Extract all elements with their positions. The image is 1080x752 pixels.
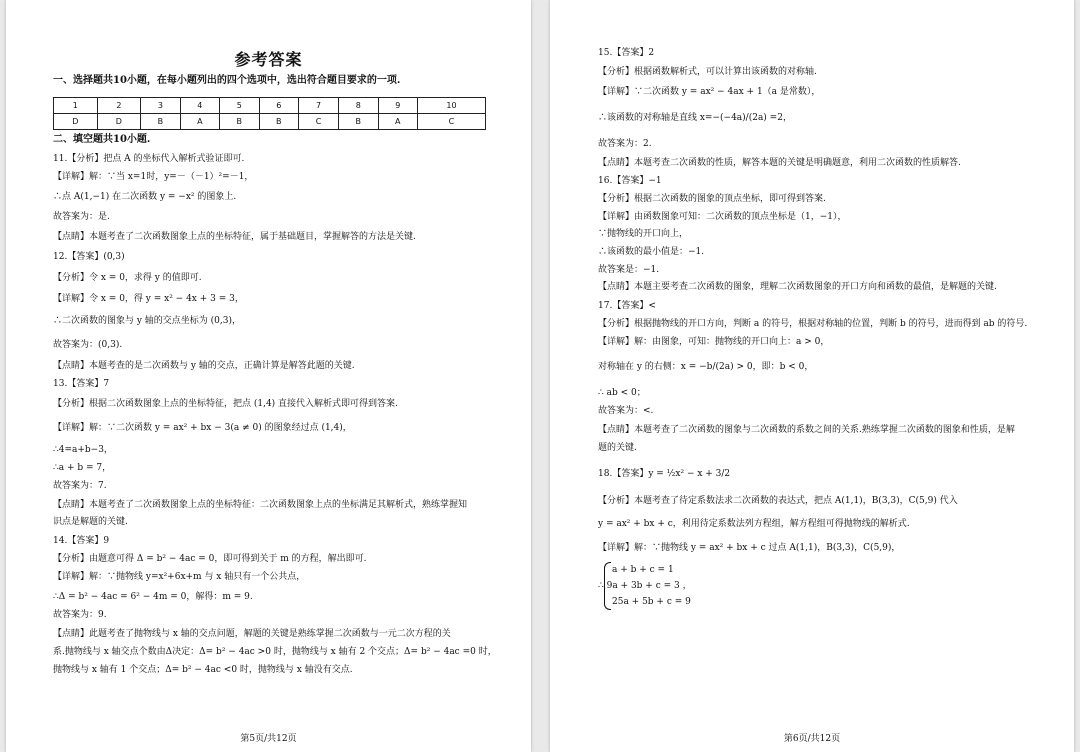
table-cell: B bbox=[339, 114, 378, 130]
text-line: ∴a + b = 7， bbox=[53, 463, 112, 473]
text-line: 【详解】解：由图象，可知：抛物线的开口向上：a > 0， bbox=[598, 337, 830, 347]
table-cell: 4 bbox=[180, 98, 219, 114]
text-line: 【分析】令 x = 0，求得 y 的值即可. bbox=[53, 273, 202, 283]
table-cell: 9 bbox=[378, 98, 417, 114]
table-cell: B bbox=[259, 114, 298, 130]
text-line: 抛物线与 x 轴有 1 个交点；Δ= b² − 4ac <0 时，抛物线与 x 轴没有交点. bbox=[53, 665, 353, 675]
text-line: 【分析】由题意可得 Δ = b² − 4ac = 0，即可得到关于 m 的方程，解出即可. bbox=[53, 554, 367, 564]
page-title: 参考答案 bbox=[234, 50, 303, 69]
text-line: 15.【答案】2 bbox=[598, 48, 655, 58]
text-line: ∴该函数的最小值是：−1. bbox=[598, 247, 705, 257]
text-line: ∴该函数的对称轴是直线 x=−(−4a)/(2a) =2， bbox=[598, 113, 792, 123]
text-line: 【详解】解：∵二次函数 y = ax² + bx − 3(a ≠ 0) 的图象经过点 (1,4)， bbox=[53, 423, 352, 433]
text-line: 故答案为：<. bbox=[598, 406, 654, 416]
table-cell: D bbox=[54, 114, 98, 130]
text-line: 11.【分析】把点 A 的坐标代入解析式验证即可. bbox=[53, 154, 245, 164]
text-line: ∴ ab < 0； bbox=[598, 388, 646, 398]
text-line: ∴点 A(1,−1) 在二次函数 y = −x² 的图象上. bbox=[53, 192, 237, 202]
text-line: ∴二次函数的图象与 y 轴的交点坐标为 (0,3)， bbox=[53, 316, 242, 326]
table-cell: A bbox=[180, 114, 219, 130]
text-line: 故答案为：是. bbox=[53, 212, 110, 222]
table-row-numbers bbox=[54, 98, 486, 114]
page-footer: 第5页/共12页 bbox=[240, 734, 297, 744]
text-line: 【详解】∵二次函数 y = ax² − 4ax + 1（a 是常数）， bbox=[598, 87, 821, 97]
text-line: 【点睛】此题考查了抛物线与 x 轴的交点问题，解题的关键是熟练掌握二次函数与一元二次方程的关 bbox=[53, 629, 451, 639]
text-line: 【点睛】本题考查二次函数的性质，解答本题的关键是明确题意，利用二次函数的性质解答. bbox=[598, 158, 961, 168]
table-cell: 6 bbox=[259, 98, 298, 114]
text-line: 【点睛】本题考查的是二次函数与 y 轴的交点，正确计算是解答此题的关键. bbox=[53, 361, 355, 371]
equation-line: 25a + 5b + c = 9 bbox=[612, 597, 691, 607]
text-line: 【点睛】本题考查了二次函数图象上点的坐标特征，属于基础题目，掌握解答的方法是关键. bbox=[53, 232, 416, 242]
text-line: 17.【答案】< bbox=[598, 301, 656, 311]
section-heading-fill: 二、填空题共10小题. bbox=[53, 134, 151, 145]
table-cell: 2 bbox=[97, 98, 141, 114]
table-cell: C bbox=[299, 114, 339, 130]
equation-line: a + b + c = 1 bbox=[612, 565, 674, 575]
text-line: 12.【答案】(0,3) bbox=[53, 252, 125, 262]
text-line: 【详解】解：∵抛物线 y=x²+6x+m 与 x 轴只有一个公共点， bbox=[53, 572, 306, 582]
text-line: 【详解】解：∵当 x=1时，y=－（－1）²=－1， bbox=[53, 172, 254, 182]
text-line: 【详解】令 x = 0，得 y = x² − 4x + 3 = 3， bbox=[53, 294, 244, 304]
table-cell: 10 bbox=[417, 98, 485, 114]
text-line: 题的关键. bbox=[598, 443, 637, 453]
text-line: 识点是解题的关键. bbox=[53, 517, 128, 527]
table-cell: B bbox=[141, 114, 180, 130]
text-line: 系.抛物线与 x 轴交点个数由Δ决定：Δ= b² − 4ac >0 时，抛物线与 x 轴有 2 个交点；Δ= b² − 4ac =0 时， bbox=[53, 647, 497, 657]
text-line: 【详解】由函数图象可知：二次函数的顶点坐标是（1，−1）， bbox=[598, 212, 847, 222]
answer-table bbox=[53, 97, 486, 130]
text-line: 故答案为：2. bbox=[598, 139, 652, 149]
table-cell: A bbox=[378, 114, 417, 130]
equation-line: ∴ 9a + 3b + c = 3 ， bbox=[598, 581, 692, 591]
text-line: 对称轴在 y 的右侧：x = −b/(2a) > 0，即：b < 0， bbox=[598, 362, 814, 372]
text-line: 【点睛】本题考查了二次函数图象上点的坐标特征：二次函数图象上点的坐标满足其解析式，熟练掌握知 bbox=[53, 500, 468, 510]
text-line: 故答案为：(0,3). bbox=[53, 340, 123, 350]
table-row-answers bbox=[54, 114, 486, 130]
text-line: 【分析】根据二次函数图象上点的坐标特征，把点 (1,4) 直接代入解析式即可得到答案. bbox=[53, 399, 398, 409]
text-line: 故答案为：9. bbox=[53, 610, 107, 620]
table-cell: 1 bbox=[54, 98, 98, 114]
section-heading-choice: 一、选择题共10小题，在每小题列出的四个选项中，选出符合题目要求的一项. bbox=[53, 75, 401, 86]
text-line: y = ax² + bx + c，利用待定系数法列方程组，解方程组可得抛物线的解析式. bbox=[598, 519, 910, 529]
text-line: 【分析】根据抛物线的开口方向，判断 a 的符号，根据对称轴的位置，判断 b 的符号，进而得到 ab 的符号. bbox=[598, 319, 1028, 329]
text-line: ∴4=a+b−3， bbox=[53, 445, 113, 455]
text-line: 故答案为：7. bbox=[53, 481, 107, 491]
text-line: 【分析】根据函数解析式，可以计算出该函数的对称轴. bbox=[598, 67, 817, 77]
table-cell: 7 bbox=[299, 98, 339, 114]
page-5 bbox=[6, 0, 531, 752]
text-line: 【点睛】本题主要考查二次函数的图象，理解二次函数图象的开口方向和函数的最值，是解题的关键. bbox=[598, 282, 997, 292]
text-line: 【分析】根据二次函数的图象的顶点坐标，即可得到答案. bbox=[598, 194, 826, 204]
text-line: ∴Δ = b² − 4ac = 6² − 4m = 0，解得：m = 9. bbox=[53, 592, 253, 602]
table-cell: B bbox=[220, 114, 259, 130]
table-cell: 5 bbox=[220, 98, 259, 114]
text-line: 14.【答案】9 bbox=[53, 536, 110, 546]
table-cell: 3 bbox=[141, 98, 180, 114]
text-line: ∵抛物线的开口向上， bbox=[598, 229, 689, 239]
table-cell: C bbox=[417, 114, 485, 130]
table-cell: 8 bbox=[339, 98, 378, 114]
text-line: 18.【答案】y = ½x² − x + 3/2 bbox=[598, 469, 731, 479]
text-line: 13.【答案】7 bbox=[53, 379, 110, 389]
text-line: 【分析】本题考查了待定系数法求二次函数的表达式，把点 A(1,1)，B(3,3)，C(5,9) 代入 bbox=[598, 496, 958, 506]
text-line: 【详解】解：∵抛物线 y = ax² + bx + c 过点 A(1,1)，B(3,3)，C(5,9)， bbox=[598, 543, 901, 553]
table-cell: D bbox=[97, 114, 141, 130]
text-line: 故答案是：−1. bbox=[598, 265, 660, 275]
text-line: 16.【答案】−1 bbox=[598, 176, 662, 186]
page-6 bbox=[550, 0, 1074, 752]
text-line: 【点睛】本题考查了二次函数的图象与二次函数的系数之间的关系.熟练掌握二次函数的图象和性质，是解 bbox=[598, 425, 1015, 435]
page-footer: 第6页/共12页 bbox=[783, 734, 841, 744]
